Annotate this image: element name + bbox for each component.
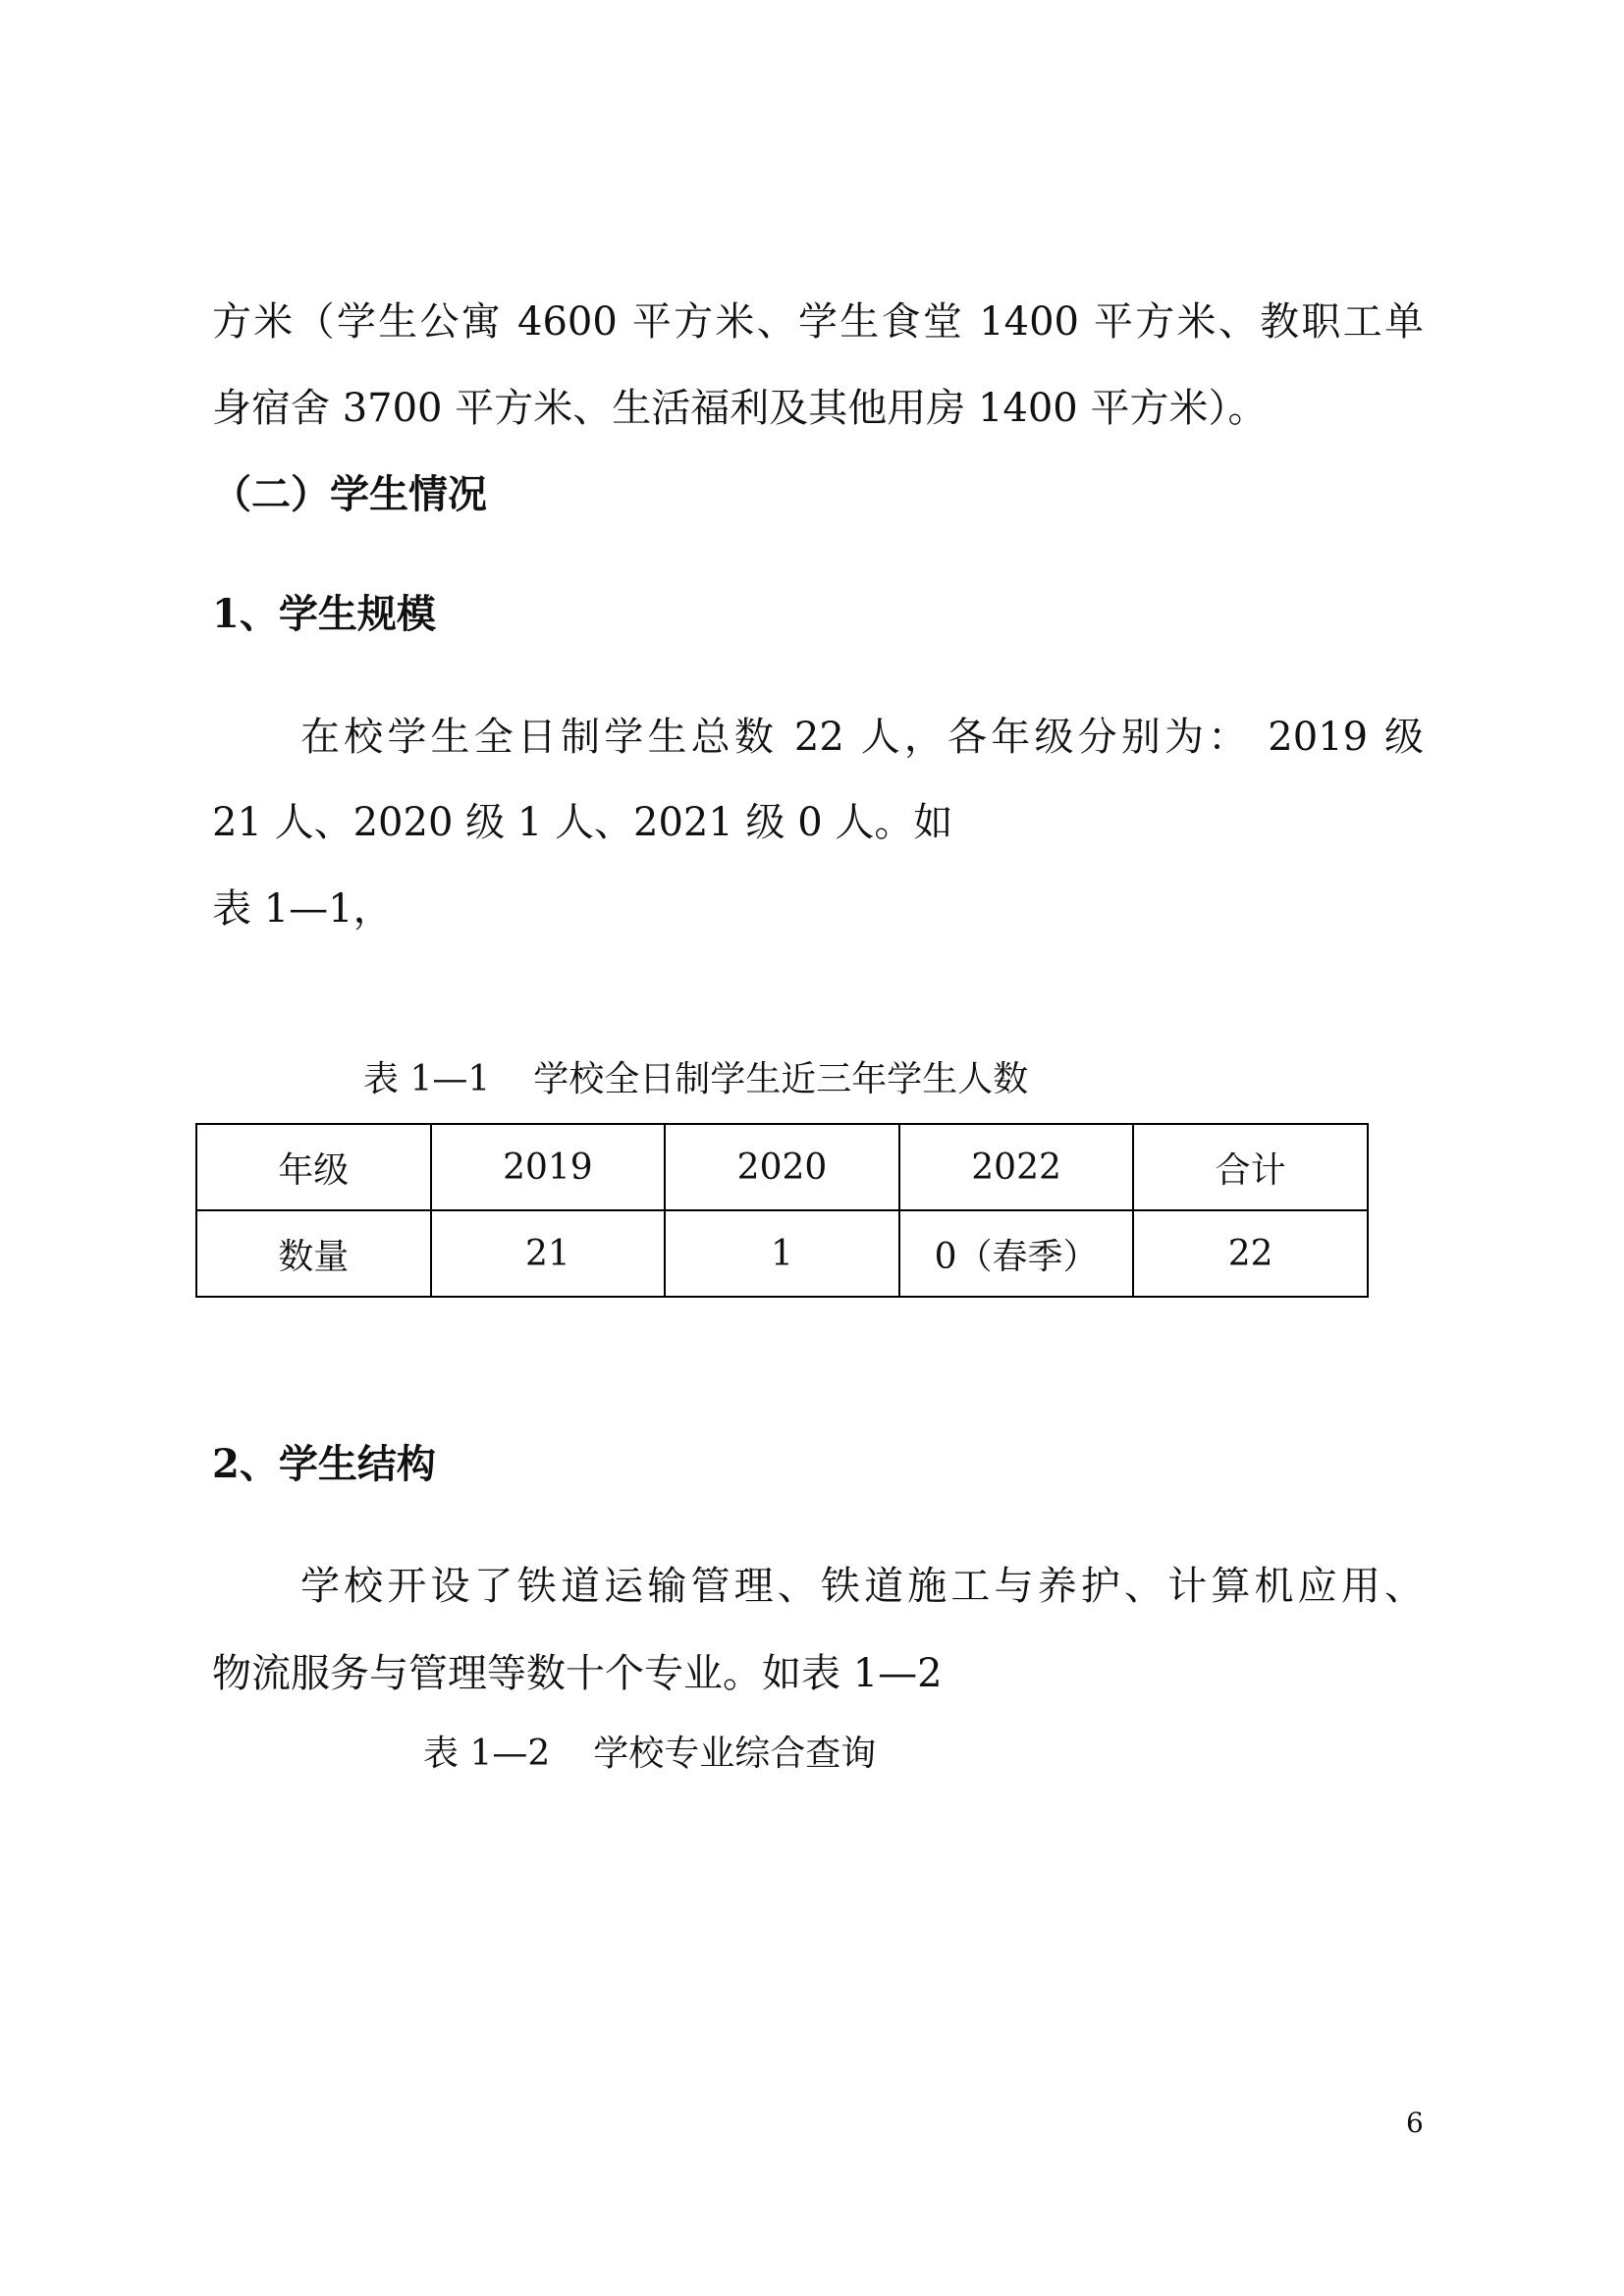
table-cell: 21 bbox=[431, 1210, 666, 1297]
paragraph-line: 方米（学生公寓 4600 平方米、学生食堂 1400 平方米、教职工单 bbox=[212, 299, 1424, 345]
table-caption-number: 表 1—2 bbox=[423, 1734, 551, 1774]
paragraph-line: 学校开设了铁道运输管理、铁道施工与养护、计算机应用、 bbox=[300, 1564, 1424, 1609]
subsection-heading-student-scale: 1、学生规模 bbox=[212, 591, 436, 637]
table-caption bbox=[423, 1732, 876, 1777]
page-number: 6 bbox=[1406, 2107, 1424, 2139]
paragraph-line: 表 1—1， bbox=[212, 886, 393, 932]
table-cell: 22 bbox=[1133, 1210, 1368, 1297]
table-row bbox=[196, 1210, 1368, 1297]
table-cell: 0（春季） bbox=[899, 1210, 1134, 1297]
table-cell: 数量 bbox=[196, 1210, 431, 1297]
table-caption-number: 表 1—1 bbox=[363, 1059, 491, 1099]
table-caption-title: 学校专业综合查询 bbox=[593, 1734, 877, 1774]
section-heading: （二）学生情况 bbox=[212, 471, 487, 517]
paragraph-line: 21 人、2020 级 1 人、2021 级 0 人。如 bbox=[212, 800, 953, 845]
table-header-cell: 2022 bbox=[899, 1124, 1134, 1210]
table-header-cell: 2020 bbox=[665, 1124, 899, 1210]
table-caption bbox=[363, 1057, 1028, 1102]
table-header-cell: 年级 bbox=[196, 1124, 431, 1210]
table-header-cell: 2019 bbox=[431, 1124, 666, 1210]
paragraph-line: 身宿舍 3700 平方米、生活福利及其他用房 1400 平方米）。 bbox=[212, 386, 1268, 431]
table-header-row bbox=[196, 1124, 1368, 1210]
table-cell: 1 bbox=[665, 1210, 899, 1297]
subsection-heading-student-structure: 2、学生结构 bbox=[212, 1441, 436, 1487]
paragraph-line: 在校学生全日制学生总数 22 人，各年级分别为： 2019 级 bbox=[300, 715, 1424, 760]
table-header-cell: 合计 bbox=[1133, 1124, 1368, 1210]
student-count-table bbox=[195, 1123, 1369, 1298]
table-caption-title: 学校全日制学生近三年学生人数 bbox=[533, 1059, 1029, 1099]
paragraph-line: 物流服务与管理等数十个专业。如表 1—2 bbox=[212, 1651, 943, 1696]
